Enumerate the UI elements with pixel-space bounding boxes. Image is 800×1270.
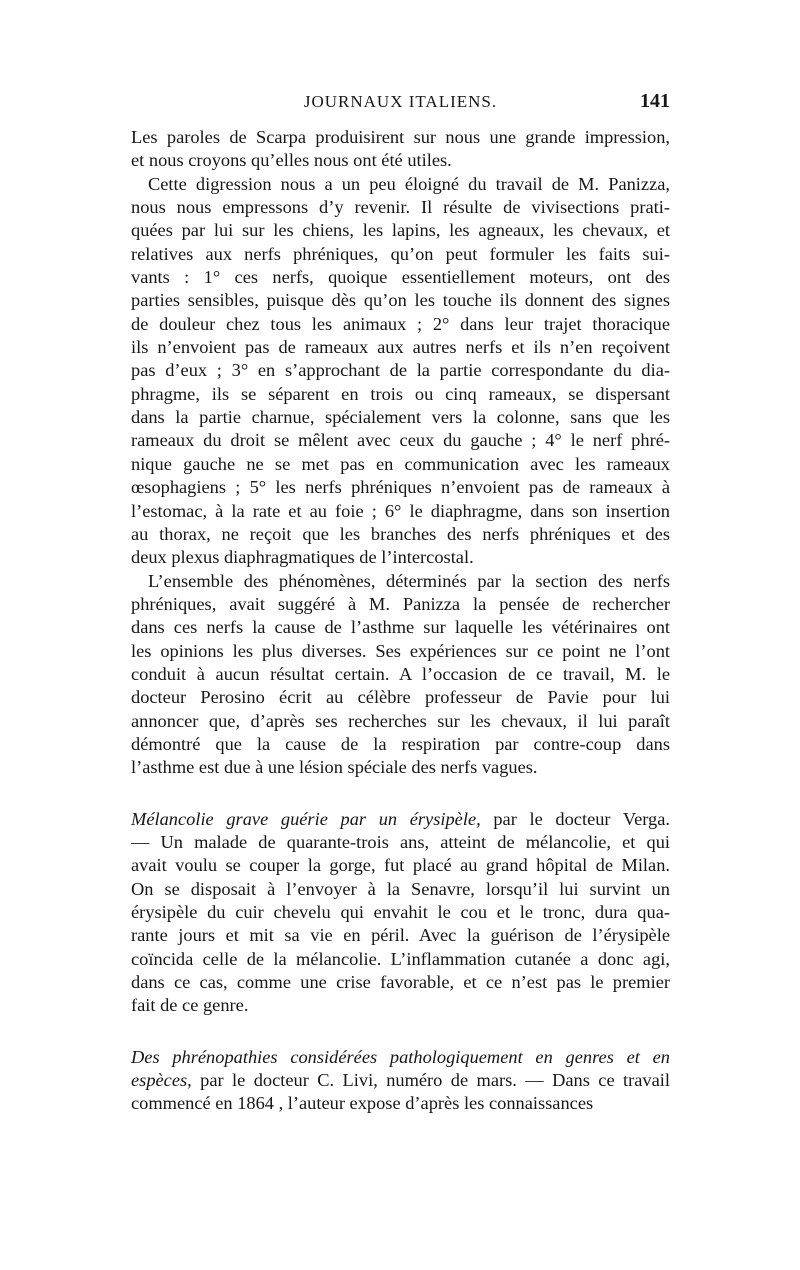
line-text: vants : 1° ces nerfs, quoique essentiellement moteurs, ont des [131, 267, 670, 288]
paragraph-gap [131, 1018, 670, 1046]
line-text: dans la partie charnue, spécialement vers la colonne, sans que les [131, 407, 670, 428]
text-line [131, 126, 670, 149]
line-text: nous nous empressons d’y revenir. Il résulte de vivisections prati- [131, 197, 670, 218]
line-text: deux plexus diaphragmatiques de l’intercostal. [131, 547, 474, 568]
text-line [131, 383, 670, 406]
text-line [131, 429, 670, 452]
text-line [131, 878, 670, 901]
text-line [131, 1069, 670, 1092]
line-text: — Un malade de quarante-trois ans, atteint de mélancolie, et qui [131, 831, 670, 852]
text-line [131, 196, 670, 219]
text-line [131, 453, 670, 476]
text-line [131, 523, 670, 546]
paragraph [131, 173, 670, 570]
line-text: commencé en 1864 , l’auteur expose d’après les connaissances [131, 1093, 594, 1114]
text-line [131, 289, 670, 312]
text-line [131, 476, 670, 499]
line-text: docteur Perosino écrit au célèbre professeur de Pavie pour lui [131, 687, 670, 708]
text-line [131, 1092, 670, 1115]
line-text: ils n’envoient pas de rameaux aux autres nerfs et ils n’en reçoivent [131, 337, 670, 358]
line-text: annoncer que, d’après ses recherches sur les chevaux, il lui paraît [131, 710, 670, 731]
text-line [131, 948, 670, 971]
text-line [131, 313, 670, 336]
line-text: par le docteur C. Livi, numéro de mars. — Dans ce travail [191, 1070, 670, 1091]
text-line [131, 219, 670, 242]
line-text: l’asthme est due à une lésion spéciale des nerfs vagues. [131, 757, 538, 778]
line-text: quées par lui sur les chiens, les lapins, les agneaux, les chevaux, et [131, 220, 670, 241]
text-line [131, 546, 670, 569]
line-text: rameaux du droit se mêlent avec ceux du gauche ; 4° le nerf phré- [131, 430, 670, 451]
line-text: phragme, ils se séparent en trois ou cinq rameaux, se dispersant [131, 383, 670, 404]
paragraph [131, 1046, 670, 1116]
line-text: dans ce cas, comme une crise favorable, et ce n’est pas le premier [131, 972, 670, 993]
line-text: par le docteur Verga. [480, 808, 670, 829]
italic-title: Des phrénopathies considérées pathologiquement en genres et en [131, 1046, 670, 1067]
line-text: fait de ce genre. [131, 995, 249, 1016]
running-title: JOURNAUX ITALIENS. [303, 92, 498, 111]
page-number: 141 [640, 90, 670, 112]
body-text [131, 126, 670, 1116]
text-line [131, 808, 670, 831]
text-line [131, 854, 670, 877]
line-text: parties sensibles, puisque dès qu’on les touche ils donnent des signes [131, 290, 670, 311]
text-line [131, 243, 670, 266]
text-line [131, 173, 670, 196]
line-text: avait voulu se couper la gorge, fut placé au grand hôpital de Milan. [131, 855, 670, 876]
text-line [131, 710, 670, 733]
text-line [131, 901, 670, 924]
paragraph-gap [131, 780, 670, 808]
line-text: érysipèle du cuir chevelu qui envahit le cou et le tronc, dura qua- [131, 902, 670, 922]
line-text: dans ces nerfs la cause de l’asthme sur laquelle les vétérinaires ont [131, 617, 670, 638]
text-line [131, 359, 670, 382]
text-line [131, 924, 670, 947]
line-text: démontré que la cause de la respiration par contre-coup dans [131, 733, 670, 754]
line-text: On se disposait à l’envoyer à la Senavre, lorsqu’il lui survint un [131, 878, 670, 899]
line-text: pas d’eux ; 3° en s’approchant de la partie correspondante du dia- [131, 360, 670, 381]
line-text: rante jours et mit sa vie en péril. Avec la guérison de l’érysipèle [131, 925, 670, 946]
text-line [131, 994, 670, 1017]
line-text: relatives aux nerfs phréniques, qu’on peut formuler les faits sui- [131, 243, 670, 264]
paragraph [131, 570, 670, 780]
line-text: phréniques, avait suggéré à M. Panizza la pensée de rechercher [131, 593, 670, 614]
text-line [131, 663, 670, 686]
line-text: l’estomac, à la rate et au foie ; 6° le diaphragme, dans son insertion [131, 500, 670, 521]
line-text: œsophagiens ; 5° les nerfs phréniques n’envoient pas de rameaux à [131, 477, 670, 498]
line-text: nique gauche ne se met pas en communication avec les rameaux [131, 453, 670, 474]
text-line [131, 336, 670, 359]
text-line [131, 733, 670, 756]
line-text: Les paroles de Scarpa produisirent sur nous une grande impression, [131, 127, 670, 147]
line-text: Cette digression nous a un peu éloigné du travail de M. Panizza, [148, 173, 670, 194]
line-text: et nous croyons qu’elles nous ont été utiles. [131, 150, 452, 171]
text-line [131, 266, 670, 289]
text-line [131, 149, 670, 172]
line-text: L’ensemble des phénomènes, déterminés par la section des nerfs [148, 570, 670, 591]
text-line [131, 1046, 670, 1069]
line-text: les opinions les plus diverses. Ses expériences sur ce point ne l’ont [131, 640, 670, 661]
text-line [131, 971, 670, 994]
italic-title: espèces, [131, 1070, 192, 1091]
text-line [131, 756, 670, 779]
text-line [131, 640, 670, 663]
paragraph [131, 126, 670, 173]
paragraph [131, 808, 670, 1018]
line-text: conduit à aucun résultat certain. A l’occasion de ce travail, M. le [131, 663, 670, 684]
line-text: au thorax, ne reçoit que les branches des nerfs phréniques et des [131, 523, 670, 544]
italic-title: Mélancolie grave guérie par un érysipèle, [131, 808, 481, 829]
text-line [131, 500, 670, 523]
running-head [131, 92, 670, 120]
line-text: de douleur chez tous les animaux ; 2° dans leur trajet thoracique [131, 313, 670, 334]
text-line [131, 406, 670, 429]
text-line [131, 616, 670, 639]
text-line [131, 593, 670, 616]
text-line [131, 831, 670, 854]
text-line [131, 570, 670, 593]
text-line [131, 686, 670, 709]
line-text: coïncida celle de la mélancolie. L’inflammation cutanée a donc agi, [131, 948, 670, 969]
